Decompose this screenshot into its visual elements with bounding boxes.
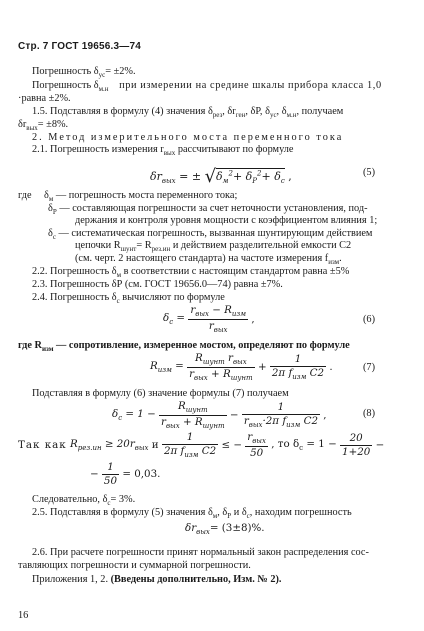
page-number: 16 <box>18 610 29 621</box>
section-heading: 2. Метод измерительного моста переменного тока <box>32 132 344 143</box>
text-line: держания и контроля уровня мощности с коэффициентом влияния 1; <box>75 215 378 226</box>
equation-number: (7) <box>363 362 376 373</box>
text-line: 2.1. Погрешность измерения $r_{вых}$ рассчитывают по формуле <box>32 144 294 158</box>
page-header: Стр. 7 ГОСТ 19656.3—74 <box>18 41 141 52</box>
text-line: Приложения 1, 2. (Введены дополнительно, Изм. № 2). <box>32 574 282 585</box>
text-line: 2.2. Погрешность $\delta_м$ в соответствии с настоящим стандартом равна ±5% <box>32 266 350 280</box>
text-line: $\delta r_{вых}= \pm 8\%$. <box>18 119 69 133</box>
where-label: где <box>18 190 32 201</box>
formula-7: $R_{изм}$ = $\frac{R_{шунт} r_{вых}}{r_{вых} + R_{шунт}}$ + $\frac{1}{2\pi f_{изм} C2}$ . <box>150 352 333 382</box>
text-line: Подставляя в формулу (6) значение формулы (7) получаем <box>32 388 289 399</box>
text-line: (см. черт. 2 настоящего стандарта) на частоте измерения $f_{изм}$. <box>75 253 342 267</box>
formula-condition: Так как $R_{рез.ин} \ge 20r_{вых}$ и $\frac{1}{2\pi f_{изм} C2}$ ≤ − $\frac{r_{вых}}{50}$ , то $\delta_c = 1$ − $\frac{20}{1+20}$ − <box>18 431 385 459</box>
text-line: тавляющих погрешности и суммарной погрешности. <box>18 560 251 571</box>
text-line: 2.6. При расчете погрешности принят нормальный закон распределения сос- <box>32 547 369 558</box>
text-line: Погрешность $\delta_{ус}= \pm 2\%$. <box>32 66 136 80</box>
formula-8: $\delta_c = 1$ − $\frac{R_{шунт}}{r_{вых} + R_{шунт}}$ − $\frac{1}{r_{вых}\cdot 2\pi f_{изм} C2}$ , <box>112 400 327 430</box>
text-line: цепочки $R_{шунт}= R_{рез.ин}$ и действием разделительной емкости С2 <box>75 240 352 254</box>
equation-number: (8) <box>363 408 376 419</box>
equation-number: (5) <box>363 167 376 178</box>
text-line: 2.5. Подставляя в формулу (5) значения $\delta_м$, $\delta_P$ и $\delta_c$, находим погрешность <box>32 507 352 521</box>
text-line: $\delta_c$ — систематическая погрешность, вызванная шунтирующим действием <box>48 228 373 242</box>
equation-number: (6) <box>363 314 376 325</box>
formula-5: $\delta r_{вых}$ = ± $√\delta_м^2+ \delta_P^2+ \delta_c$ , <box>150 166 292 187</box>
text-line: 1.5. Подставляя в формулу (4) значения $\delta_{рез}$, $\delta r_{ген}$, δP, $\delta_{ус}$, $\delta_{м.н}$, получаем <box>32 106 344 120</box>
formula-6: $\delta_c$ = $\frac{r_{вых} - R_{изм}}{r_{вых}}$ , <box>163 304 255 334</box>
text-line: 2.3. Погрешность δР (см. ГОСТ 19656.0—74) равна ±7%. <box>32 279 283 290</box>
text-line: Следовательно, $\delta_c= 3\%$. <box>32 494 136 508</box>
text-line: Погрешность $\delta_{м.н}$ при измерении на средине шкалы прибора класса 1,0 <box>32 80 382 94</box>
text-line: $\delta_P$ — составляющая погрешности за счет неточности установления, под- <box>48 203 368 217</box>
text-line: $\delta_м$ — погрешность моста переменного тока; <box>44 190 238 204</box>
text-line: 2.4. Погрешность $\delta_c$ вычисляют по формуле <box>32 292 225 306</box>
text-line: где $R_{изм}$ — сопротивление, измеренное мостом, определяют по формуле <box>18 340 350 354</box>
text-line: ·равна ±2%. <box>18 93 71 104</box>
formula-result: − $\frac{1}{50}$ = 0,03. <box>90 461 161 487</box>
formula-final: $\delta r_{вых}= (3\pm 8)\%$. <box>185 522 265 537</box>
